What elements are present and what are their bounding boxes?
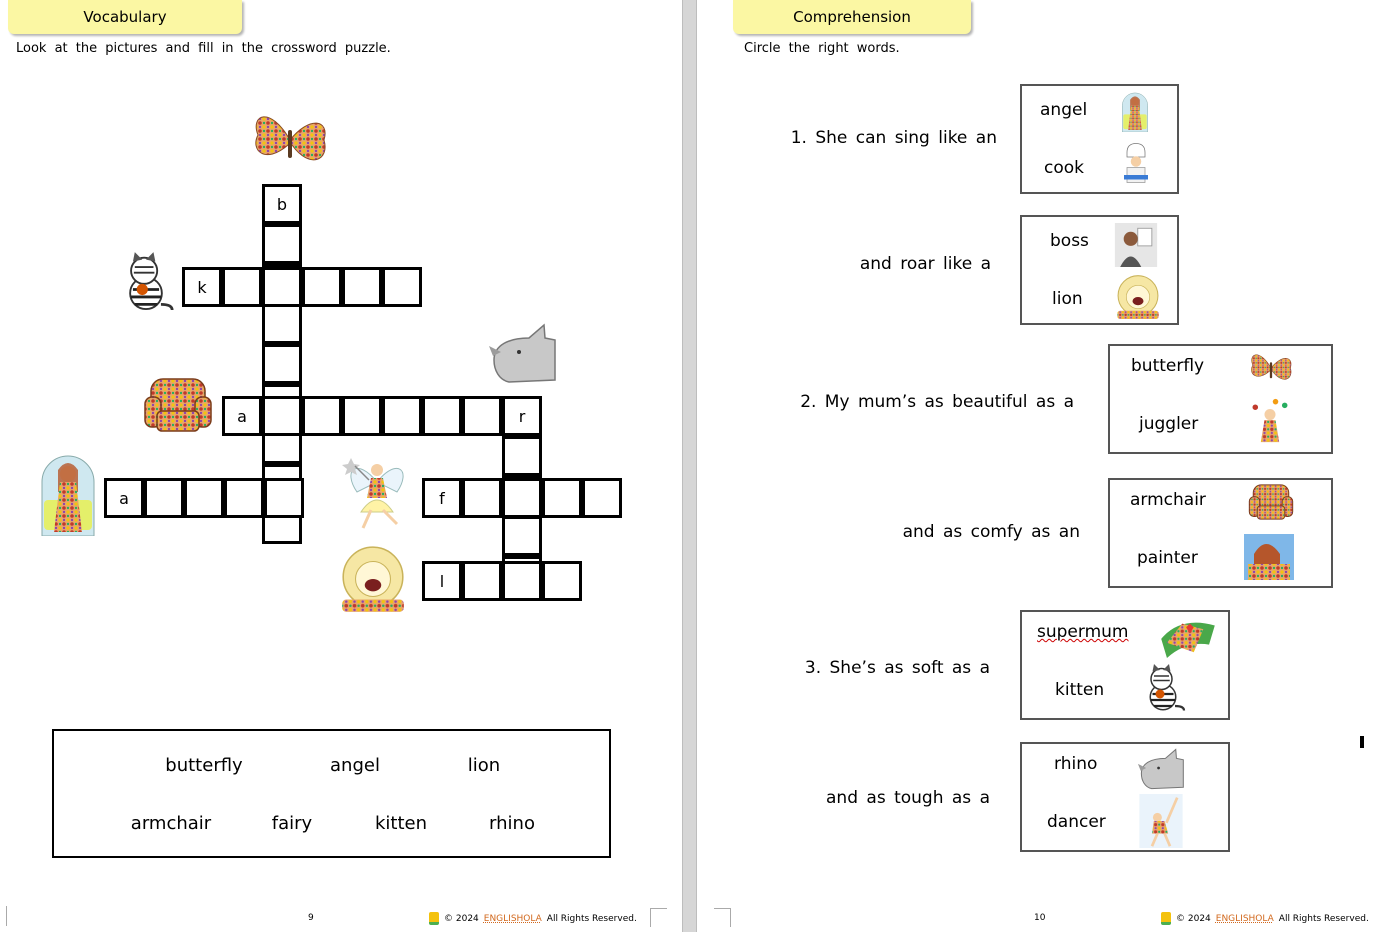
option-boss[interactable]: boss	[1050, 231, 1089, 251]
page-corner-mark	[650, 908, 667, 927]
crossword-cell[interactable]	[502, 561, 542, 601]
boss-icon	[1114, 223, 1158, 267]
crossword-cell[interactable]	[342, 396, 382, 436]
crossword-cell[interactable]	[542, 478, 582, 518]
angel-icon	[1110, 90, 1160, 132]
juggler-icon	[1246, 398, 1294, 444]
crossword-cell-clue[interactable]: b	[262, 184, 302, 224]
brand-link[interactable]: ENGLISHOLA	[1215, 913, 1274, 924]
page-corner-mark	[0, 906, 7, 926]
crossword-cell-clue[interactable]: k	[182, 267, 222, 307]
crossword-cell[interactable]	[582, 478, 622, 518]
option-butterfly[interactable]: butterfly	[1131, 356, 1205, 376]
question-1-text: 1. She can sing like an	[790, 128, 997, 148]
crossword-cell[interactable]	[342, 267, 382, 307]
crossword-cell[interactable]	[422, 396, 462, 436]
option-cook[interactable]: cook	[1044, 158, 1084, 178]
dancer-icon	[1138, 794, 1184, 848]
crossword-cell[interactable]	[222, 267, 262, 307]
section-tab-comprehension: Comprehension	[733, 0, 971, 34]
comprehension-page	[697, 0, 1377, 932]
option-dancer[interactable]: dancer	[1047, 812, 1106, 832]
vocabulary-page	[0, 0, 682, 932]
choice-box-1	[1020, 84, 1179, 194]
option-painter[interactable]: painter	[1137, 548, 1198, 568]
copyright-footer	[1161, 912, 1369, 925]
crossword-cell[interactable]	[382, 267, 422, 307]
question-3-text: 3. She’s as soft as a	[804, 658, 990, 678]
section-tab-vocabulary: Vocabulary	[8, 0, 242, 34]
choice-box-5	[1020, 610, 1230, 720]
crossword-cell[interactable]	[262, 224, 302, 264]
rights-text: All Rights Reserved.	[1278, 913, 1369, 924]
word-bank-item: butterfly	[165, 755, 243, 776]
question-2-text: 2. My mum’s as beautiful as a	[800, 392, 1074, 412]
armchair-icon	[143, 374, 213, 436]
option-juggler[interactable]: juggler	[1139, 414, 1199, 434]
instruction-text: Look at the pictures and fill in the crossword puzzle.	[16, 41, 391, 56]
word-bank-item: lion	[467, 755, 501, 776]
angel-icon	[38, 450, 98, 536]
option-lion[interactable]: lion	[1052, 289, 1083, 309]
question-3b-text: and as tough as a	[826, 788, 990, 808]
crossword-cell[interactable]	[462, 478, 502, 518]
crossword-cell[interactable]	[302, 396, 342, 436]
choice-box-6	[1020, 742, 1230, 852]
option-supermum[interactable]: supermum	[1037, 622, 1129, 642]
page-corner-mark	[714, 908, 731, 927]
crossword-cell[interactable]	[184, 478, 224, 518]
option-angel[interactable]: angel	[1040, 100, 1088, 120]
option-kitten[interactable]: kitten	[1055, 680, 1105, 700]
crossword-cell-clue[interactable]: f	[422, 478, 462, 518]
crossword-cell[interactable]	[462, 561, 502, 601]
lion-icon	[1110, 275, 1166, 319]
crossword-cell[interactable]	[502, 478, 542, 518]
word-bank-item: kitten	[374, 813, 428, 834]
crossword-cell-clue[interactable]: l	[422, 561, 462, 601]
logo-icon	[429, 912, 439, 925]
question-2b-text: and as comfy as an	[902, 522, 1080, 542]
copyright-footer	[429, 912, 637, 925]
rhino-icon	[1136, 746, 1188, 790]
question-1b-text: and roar like a	[859, 254, 991, 274]
crossword-cell[interactable]	[262, 344, 302, 384]
crossword-cell[interactable]	[262, 267, 302, 307]
crossword-cell[interactable]	[262, 304, 302, 344]
copyright-year: © 2024	[444, 913, 479, 924]
armchair-icon	[1248, 482, 1294, 522]
crossword-cell-clue[interactable]: r	[502, 396, 542, 436]
choice-box-4	[1108, 478, 1333, 588]
word-bank-item: angel	[330, 755, 380, 776]
kitten-icon	[1140, 664, 1186, 712]
crossword-cell[interactable]	[542, 561, 582, 601]
crossword-cell-clue[interactable]: a	[104, 478, 144, 518]
butterfly-icon	[1248, 348, 1294, 388]
word-bank-item: fairy	[271, 813, 313, 834]
option-armchair[interactable]: armchair	[1130, 490, 1206, 510]
crossword-cell[interactable]	[502, 516, 542, 556]
instruction-text: Circle the right words.	[744, 41, 900, 56]
crossword-cell[interactable]	[502, 436, 542, 476]
choice-box-2	[1020, 215, 1179, 325]
logo-icon	[1161, 912, 1171, 925]
page-number: 9	[308, 913, 314, 923]
crossword-cell[interactable]	[262, 396, 302, 436]
option-rhino[interactable]: rhino	[1054, 754, 1098, 774]
supermum-icon	[1156, 614, 1220, 658]
crossword-cell[interactable]	[224, 478, 264, 518]
butterfly-icon	[250, 103, 330, 177]
word-bank-item: armchair	[130, 813, 212, 834]
crossword-cell[interactable]	[264, 478, 304, 518]
crossword-cell[interactable]	[382, 396, 422, 436]
crossword-cell[interactable]	[144, 478, 184, 518]
page-gutter	[682, 0, 697, 932]
lion-icon	[336, 546, 410, 612]
choice-box-3	[1108, 344, 1333, 454]
crossword-cell[interactable]	[462, 396, 502, 436]
crossword-cell[interactable]	[302, 267, 342, 307]
cook-icon	[1118, 140, 1154, 186]
rhino-icon	[489, 320, 559, 384]
copyright-year: © 2024	[1176, 913, 1211, 924]
painter-icon	[1244, 534, 1294, 580]
word-bank	[52, 729, 611, 858]
page-number: 10	[1034, 913, 1046, 923]
kitten-icon	[118, 250, 174, 314]
fairy-icon	[337, 452, 417, 532]
word-bank-item: rhino	[489, 813, 535, 834]
rights-text: All Rights Reserved.	[546, 913, 637, 924]
brand-link[interactable]: ENGLISHOLA	[483, 913, 542, 924]
text-cursor	[1360, 736, 1364, 748]
crossword-cell-clue[interactable]: a	[222, 396, 262, 436]
